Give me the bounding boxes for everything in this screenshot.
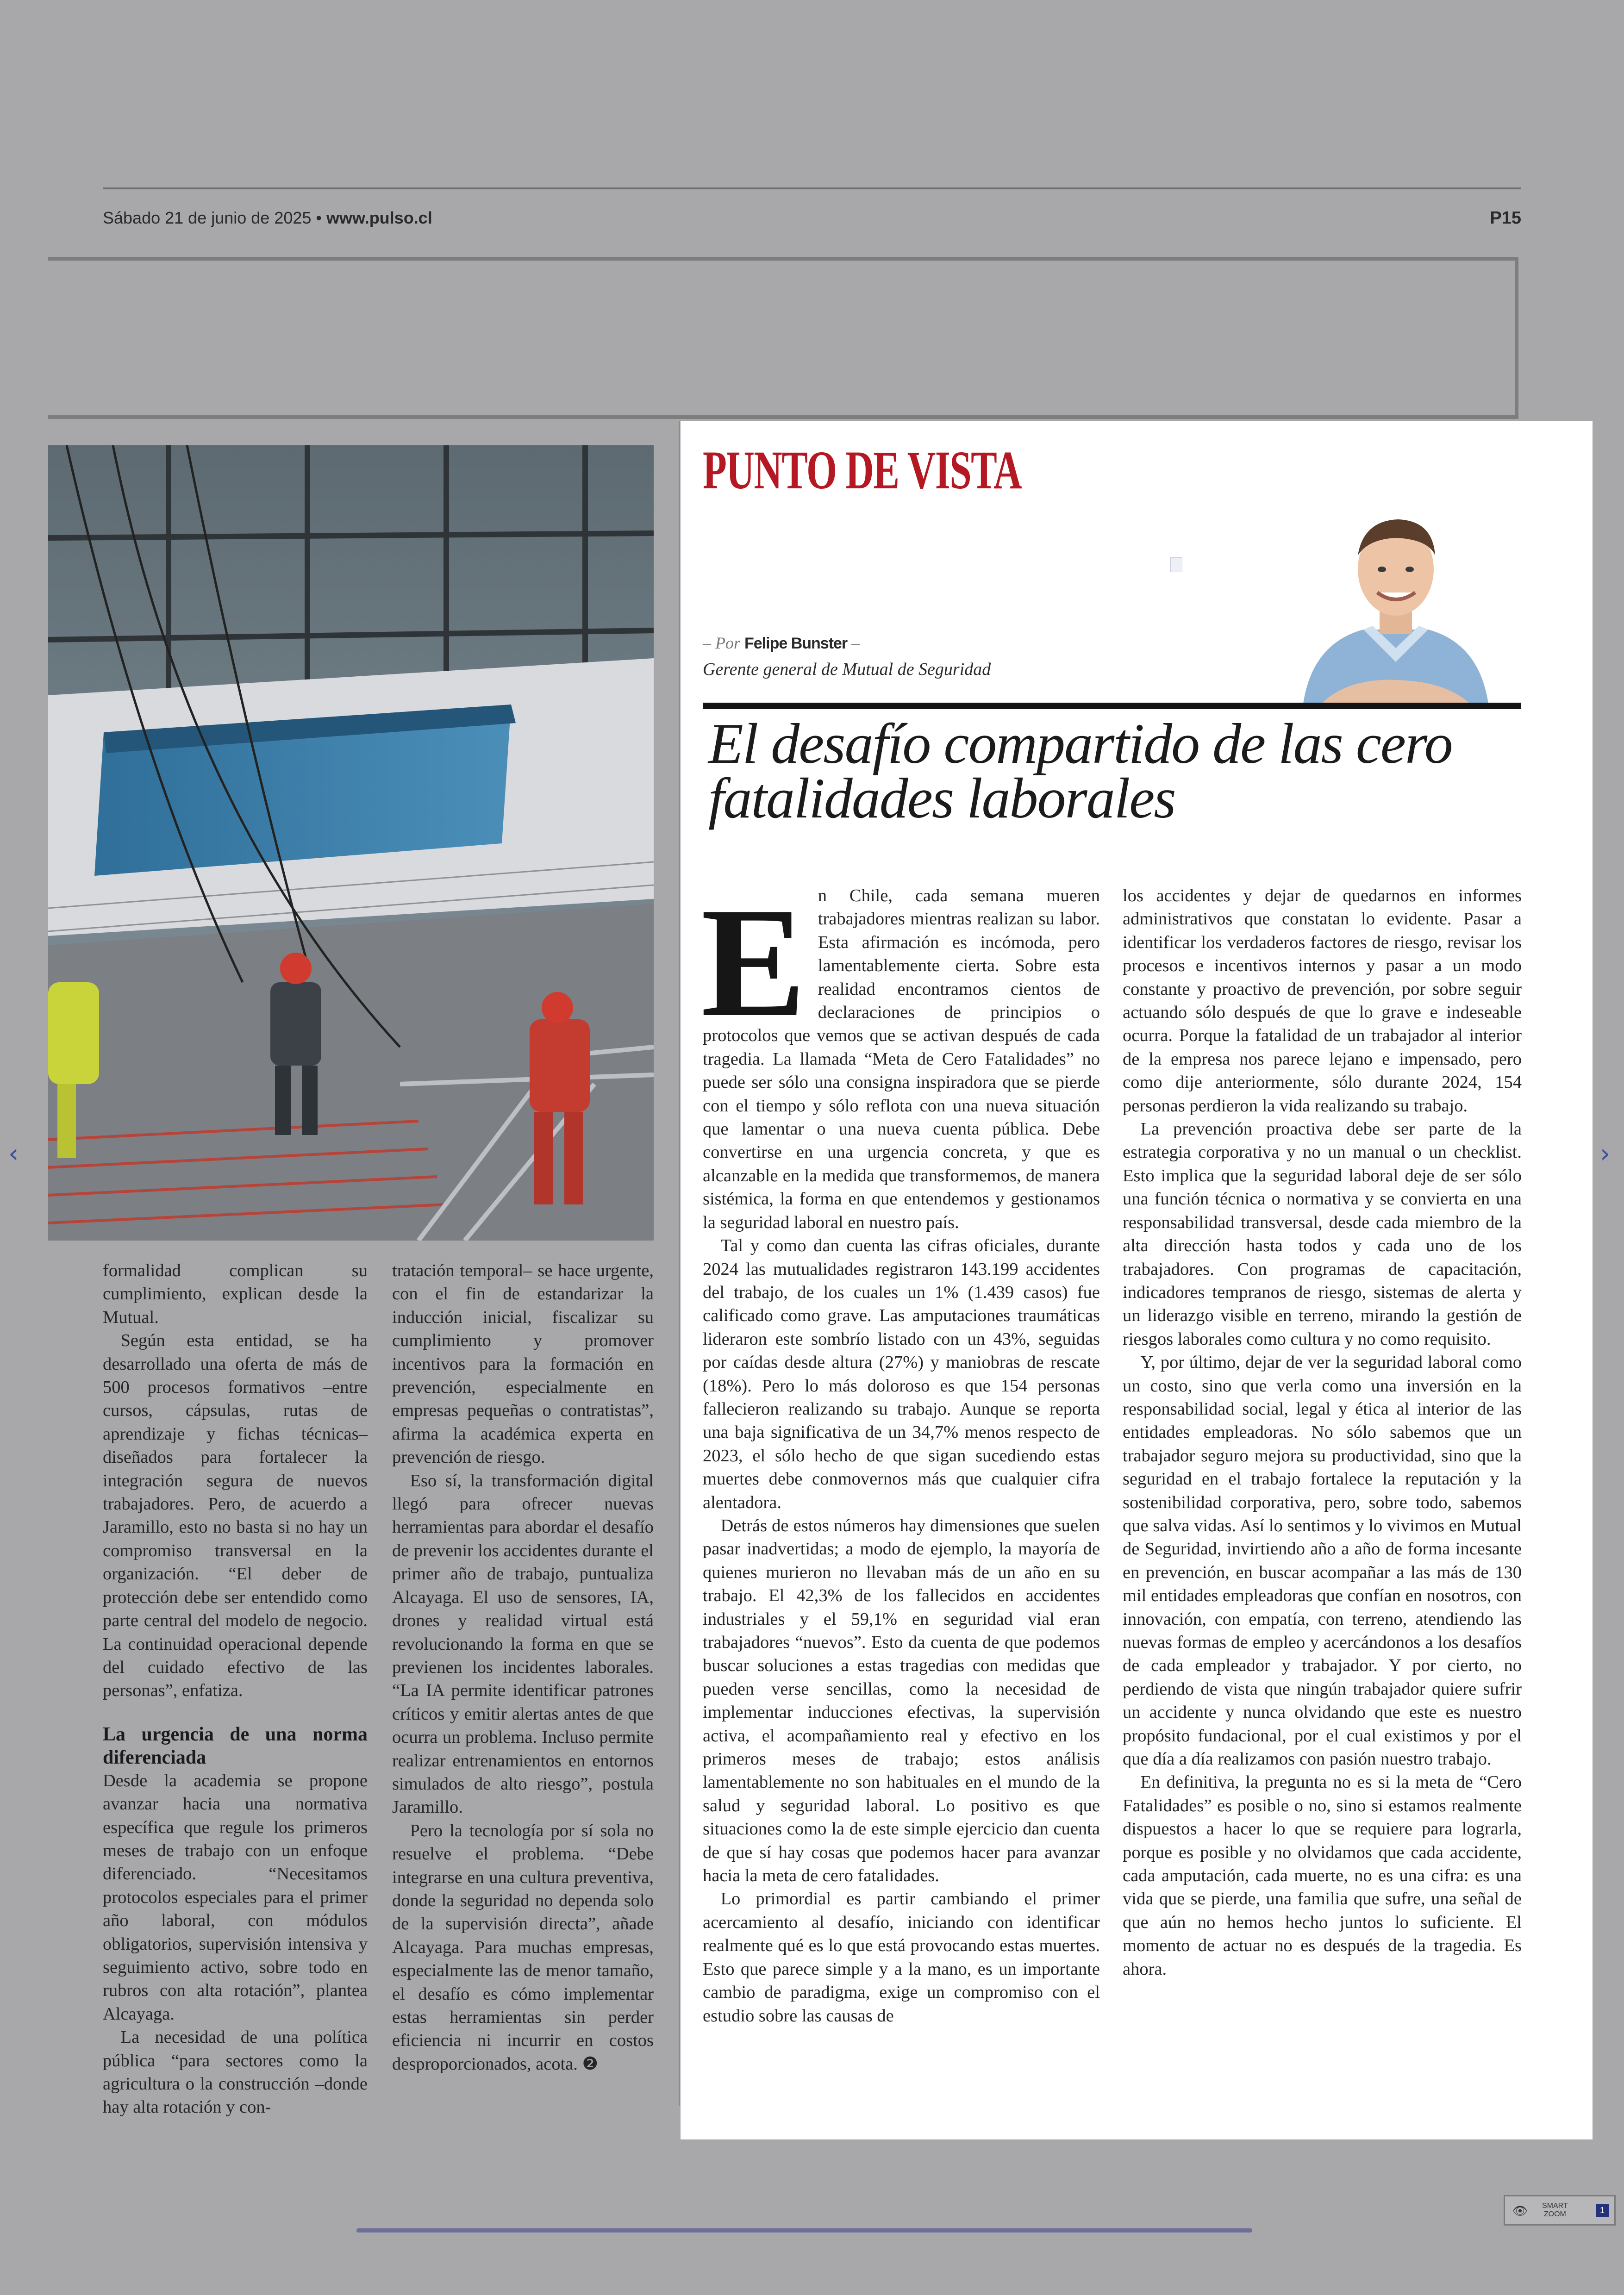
byline bbox=[703, 633, 860, 653]
byline-suffix: – bbox=[847, 634, 860, 652]
paragraph: Detrás de estos números hay dimensiones que suelen pasar inadvertidas; a modo de ejemplo, la mayoría de quienes murieron no llevaban más de un año en su trabajo. El 42,3% de los fallecidos en accidentes industriales y el 59,1% en seguridad vial eran trabajadores “nuevos”. Esto da cuenta de que podemos buscar soluciones a estas tragedias con medidas que pueden verse sencillas, como la necesidad de implementar inducciones efectivas, la supervisión activa, el acompañamiento real y efectivo en los primeros meses de trabajo; estos análisis lamentablemente no son habituales en el mundo de la salud y seguridad laboral. Lo positivo es que situaciones como la de este simple ejercicio dan cuenta de que sí hay cosas que podemos hacer para avanzar hacia la meta de cero fatalidades. bbox=[703, 1515, 1100, 1886]
note-icon[interactable] bbox=[1170, 557, 1182, 572]
headline-rule bbox=[703, 703, 1521, 709]
eye-icon: 👁 bbox=[1512, 2204, 1528, 2218]
header-site: www.pulso.cl bbox=[326, 208, 432, 227]
chevron-right-icon[interactable]: › bbox=[1600, 1139, 1611, 1169]
header-top-rule bbox=[103, 187, 1521, 189]
construction-photo bbox=[48, 445, 654, 1241]
paragraph: Pero la tecnología por sí sola no resuelve el problema. “Debe integrarse en una cultura preventiva, donde la seguridad no dependa solo de la supervisión directa”, añade Alcayaga. Para muchas empresas, especialmente las de menor tamaño, el desafío es cómo implementar estas herramientas sin perder eficiencia ni incurrir en costos desproporcionados, acota. ❷ bbox=[392, 1821, 654, 2074]
author-name: Felipe Bunster bbox=[744, 635, 848, 652]
opinion-column-2 bbox=[1123, 884, 1522, 1981]
header-date: Sábado 21 de junio de 2025 bbox=[103, 208, 312, 227]
paragraph: n Chile, cada semana mueren trabajadores mientras realizan su labor. Esta afirmación es incómoda, pero lamentablemente cierta. Sobre esta realidad encontramos cientos de declaraciones de principios o protocolos que vemos que se activan después de cada tragedia. La llamada “Meta de Cero Fatalidades” no puede ser sólo una consigna inspiradora que se pierde con el tiempo y sólo reflota con una nueva situación que lamentar o una nueva cuenta pública. Debe convertirse en una urgencia concreta, y que es alcanzable en la medida que transformemos, de manera sistémica, la forma en que entendemos y gestionamos la seguridad laboral en nuestro país. bbox=[703, 886, 1100, 1232]
paragraph: Eso sí, la transformación digital llegó para ofrecer nuevas herramientas para abordar el desafío de prevenir los accidentes durante el primer año de trabajo, puntualiza Alcayaga. El uso de sensores, IA, drones y realidad virtual está revolucionando la forma en que se previenen los incidentes laborales. “La IA permite identificar patrones críticos y emitir alertas antes de que ocurra un problema. Incluso permite realizar entrenamientos en entornos simulados de alto riesgo”, postula Jaramillo. bbox=[392, 1471, 654, 1817]
byline-prefix: – Por bbox=[703, 634, 744, 652]
page-number: P15 bbox=[1490, 208, 1521, 228]
paragraph: Tal y como dan cuenta las cifras oficiales, durante 2024 las mutualidades registraron 143.199 accidentes del trabajo, de los cuales un 1% (1.439 casos) fue calificado como grave. Las amputaciones traumáticas lideraron este sombrío listado con un 43%, seguidas por caídas desde altura (27%) y maniobras de rescate (18%). Pero lo más doloroso es que 154 personas fallecieron realizando su trabajo. Aunque se reporta una baja significativa de un 34,7% menos respecto de 2023, el sólo hecho de que sigan sucediendo estas muertes debe conmovernos más que cualquier cifra alentadora. bbox=[703, 1236, 1100, 1512]
paragraph: tratación temporal– se hace urgente, con el fin de estandarizar la inducción inicial, fiscalizar su cumplimiento y promover incentivos para la formación en prevención, especialmente en empresas pequeñas o contratistas”, afirma la académica experta en prevención de riesgo. bbox=[392, 1261, 654, 1467]
horizontal-scrollbar[interactable] bbox=[356, 2228, 1252, 2233]
smart-zoom-label: SMART ZOOM bbox=[1542, 2202, 1568, 2218]
smart-zoom-count: 1 bbox=[1596, 2204, 1609, 2217]
article-column-1 bbox=[103, 1259, 368, 2119]
opinion-headline: El desafío compartido de las cero fatalidades laborales bbox=[708, 712, 1452, 830]
section-title: PUNTO DE VISTA bbox=[703, 440, 1022, 500]
paragraph: los accidentes y dejar de quedarnos en informes administrativos que constatan lo evidente. Pasar a identificar los verdaderos factores de riesgo, revisar los procesos e incentivos internos y pasar a un modo constante y proactivo de prevención, por sobre seguir actuando sólo después de que lo grave e indeseable ocurra. Porque la fatalidad de un trabajador al interior de la empresa nos parece lejano e impensado, pero como dije anteriormente, sólo durante 2024, 154 personas perdieron la vida realizando su trabajo. bbox=[1123, 886, 1522, 1116]
smart-zoom-button[interactable] bbox=[1504, 2195, 1616, 2226]
paragraph: Y, por último, dejar de ver la seguridad laboral como un costo, sino que verla como una inversión en la responsabilidad social, legal y ética al interior de las entidades empleadoras. No sólo sabemos que un trabajador seguro mejora su productividad, sino que la seguridad en el trabajo fortalece la reputación y la sostenibilidad corporativa, pero, sobre todo, sabemos que salva vidas. Así lo sentimos y lo vivimos en Mutual de Seguridad, invirtiendo año a año de forma incesante en prevención, en buscar acompañar a las más de 130 mil entidades empleadoras que confían en nosotros, con innovación, con empatía, con terreno, atendiendo las nuevas formas de empleo y acercándonos a los desafíos de cada empleador y trabajador. Y por cierto, no perdiendo de vista que ningún trabajador quiere sufrir un accidente y nunca olvidando que este es nuestro propósito fundacional, por el cual existimos y por el que día a día realizamos con pasión nuestro trabajo. bbox=[1123, 1353, 1522, 1769]
paragraph: Desde la academia se propone avanzar hacia una normativa específica que regule los primeros meses de trabajo con un enfoque diferenciado. “Necesitamos protocolos especiales para el primer año laboral, con módulos obligatorios, supervisión intensiva y seguimiento activo, sobre todo en rubros con alta rotación”, plantea Alcayaga. bbox=[103, 1771, 368, 2024]
paragraph: formalidad complican su cumplimiento, explican desde la Mutual. bbox=[103, 1261, 368, 1327]
article-column-2 bbox=[392, 1259, 654, 2076]
paragraph: Lo primordial es partir cambiando el primer acercamiento al desafío, iniciando con identificar realmente qué es lo que está provocando estas muertes. Esto que parece simple y a la mano, es un importante cambio de paradigma, exige un compromiso con el estudio sobre las causas de bbox=[703, 1889, 1100, 2026]
paragraph: La prevención proactiva debe ser parte de la estrategia corporativa y no un manual o un checklist. Esto implica que la seguridad laboral deje de ser sólo una función técnica o normativa y se convierta en una responsabilidad transversal, desde cada miembro de la alta dirección hasta todos y cada uno de los trabajadores. Con programas de capacitación, indicadores tempranos de riesgo, sistemas de alerta y un liderazgo visible en terreno, mirando la gestión de riesgos laborales como cultura y no como requisito. bbox=[1123, 1119, 1522, 1349]
drop-cap: E bbox=[701, 875, 806, 1049]
chevron-left-icon[interactable]: ‹ bbox=[8, 1139, 19, 1169]
paragraph: Según esta entidad, se ha desarrollado una oferta de más de 500 procesos formativos –entre cursos, cápsulas, rutas de aprendizaje y fichas técnicas– diseñados para fortalecer la integración segura de nuevos trabajadores. Pero, de acuerdo a Jaramillo, esto no basta si no hay un compromiso transversal en la organización. “El deber de protección debe ser entendido como parte central del modelo de negocio. La continuidad operacional depende del cuidado efectivo de las personas”, enfatiza. bbox=[103, 1331, 368, 1701]
opinion-column-1 bbox=[701, 875, 1100, 2027]
header-dateline bbox=[103, 208, 432, 228]
column-divider bbox=[679, 421, 680, 2106]
header-separator: • bbox=[311, 208, 327, 227]
author-portrait bbox=[1294, 495, 1498, 704]
subheading: La urgencia de una norma diferenciada bbox=[103, 1723, 368, 1768]
paragraph: En definitiva, la pregunta no es si la meta de “Cero Fatalidades” es posible o no, sino si estamos realmente dispuestos a hacer lo que se requiere para lograrla, porque es posible y no olvidamos que cada accidente, cada amputación, cada muerte, no es una cifra: es una vida que se pierde, una familia que sufre, una señal de que aún no hemos hecho juntos lo suficiente. El momento de actuar no es después de la tragedia. Es ahora. bbox=[1123, 1772, 1522, 1979]
paragraph: La necesidad de una política pública “para sectores como la agricultura o la construcción –donde hay alta rotación y con- bbox=[103, 2027, 368, 2117]
top-frame bbox=[48, 257, 1518, 419]
author-role: Gerente general de Mutual de Seguridad bbox=[703, 660, 991, 679]
